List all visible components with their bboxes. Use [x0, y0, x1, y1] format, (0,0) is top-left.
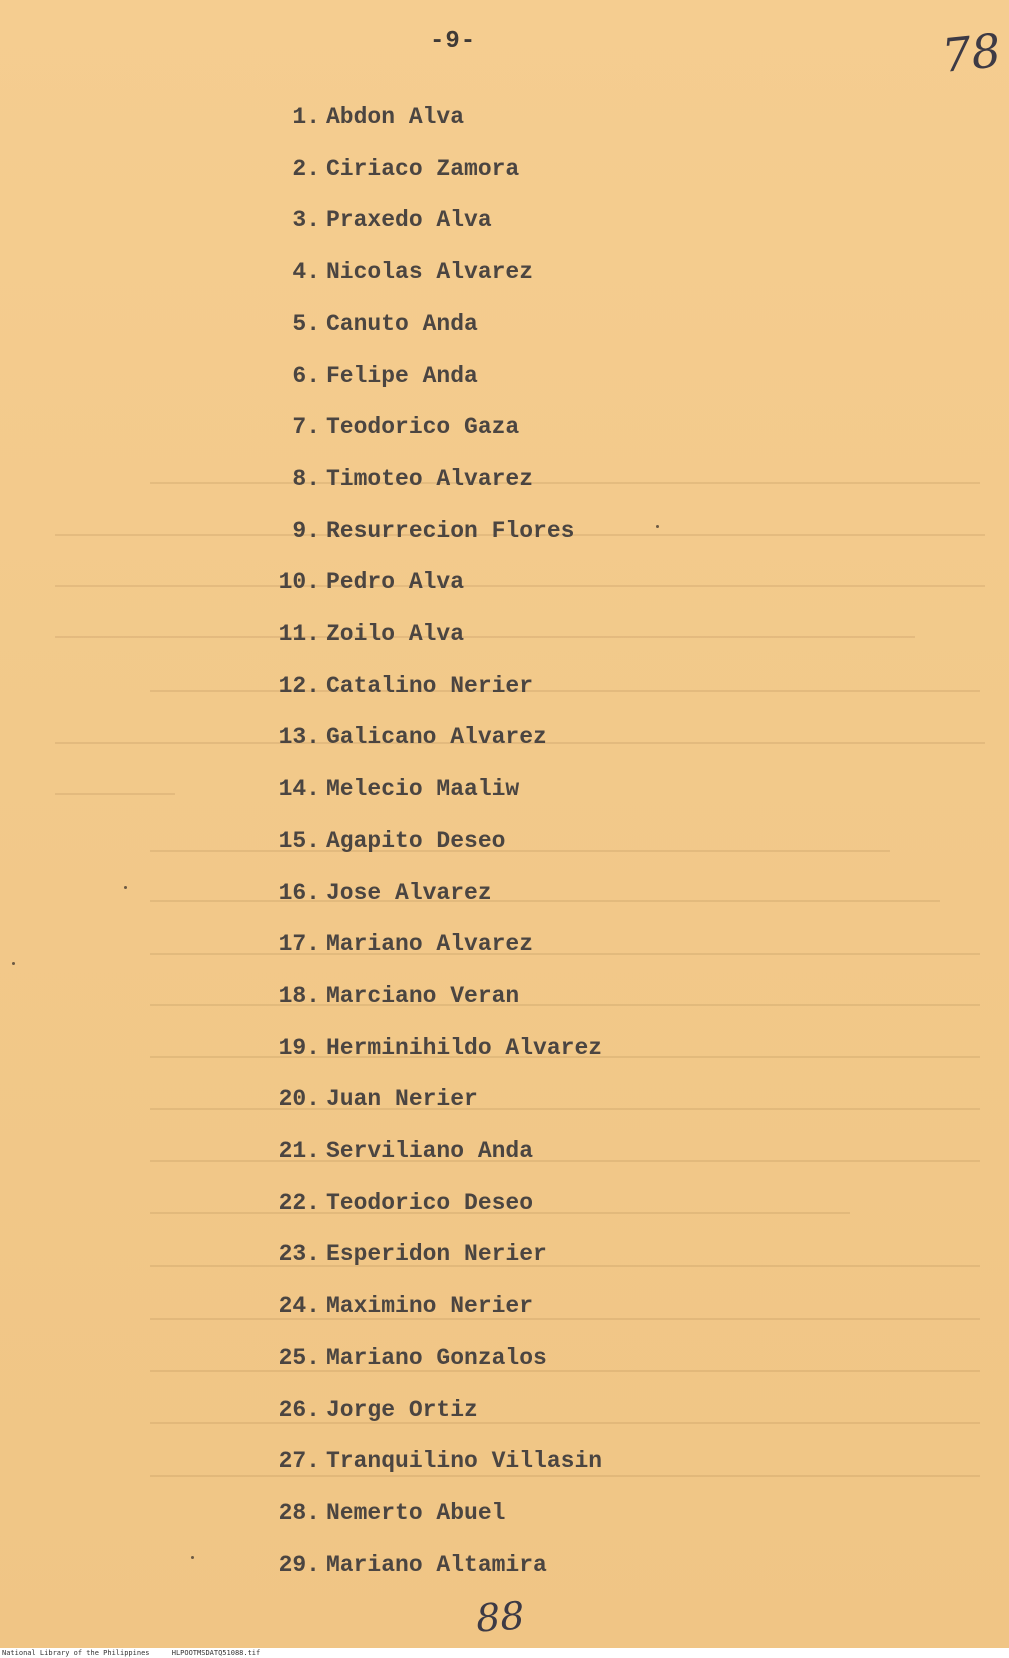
item-number: 19. — [278, 1035, 320, 1061]
list-item — [0, 724, 700, 764]
list-item — [0, 673, 700, 713]
person-name: Mariano Altamira — [326, 1552, 547, 1578]
person-name: Nemerto Abuel — [326, 1500, 506, 1526]
list-item — [0, 414, 700, 454]
footer-institution: National Library of the Philippines — [2, 1649, 150, 1657]
list-item — [0, 1190, 700, 1230]
item-number: 18. — [278, 983, 320, 1009]
person-name: Agapito Deseo — [326, 828, 506, 854]
list-item — [0, 104, 700, 144]
item-number: 4. — [292, 259, 320, 285]
person-name: Ciriaco Zamora — [326, 156, 520, 182]
person-name: Canuto Anda — [326, 311, 478, 337]
item-number: 2. — [292, 156, 320, 182]
list-item — [0, 776, 700, 816]
list-item — [0, 1397, 700, 1437]
item-number: 27. — [278, 1448, 320, 1474]
list-item — [0, 569, 700, 609]
item-number: 26. — [278, 1397, 320, 1423]
item-number: 12. — [278, 673, 320, 699]
item-number: 21. — [278, 1138, 320, 1164]
person-name: Melecio Maaliw — [326, 776, 520, 802]
handwritten-folio-number: 78 — [939, 23, 1004, 83]
item-number: 13. — [278, 724, 320, 750]
list-item — [0, 156, 700, 196]
item-number: 1. — [292, 104, 320, 130]
item-number: 8. — [292, 466, 320, 492]
footer-file-name: HLPOOTMSDATQ51088.tif — [171, 1649, 261, 1657]
item-number: 10. — [278, 569, 320, 595]
item-number: 22. — [278, 1190, 320, 1216]
item-number: 15. — [278, 828, 320, 854]
item-number: 9. — [292, 518, 320, 544]
list-item — [0, 931, 700, 971]
person-name: Maximino Nerier — [326, 1293, 534, 1319]
item-number: 23. — [278, 1241, 320, 1267]
person-name: Felipe Anda — [326, 363, 478, 389]
person-name: Esperidon Nerier — [326, 1241, 547, 1267]
person-name: Tranquilino Villasin — [326, 1448, 603, 1474]
list-item — [0, 363, 700, 403]
item-number: 24. — [278, 1293, 320, 1319]
item-number: 28. — [278, 1500, 320, 1526]
item-number: 7. — [292, 414, 320, 440]
list-item — [0, 1138, 700, 1178]
person-name: Mariano Gonzalos — [326, 1345, 547, 1371]
footer-text — [2, 1648, 278, 1658]
person-name: Teodorico Gaza — [326, 414, 520, 440]
list-item — [0, 983, 700, 1023]
item-number: 6. — [292, 363, 320, 389]
item-number: 11. — [278, 621, 320, 647]
person-name: Praxedo Alva — [326, 207, 492, 233]
list-item — [0, 1448, 700, 1488]
handwritten-bottom-mark: 88 — [474, 1593, 526, 1641]
item-number: 14. — [278, 776, 320, 802]
list-item — [0, 1241, 700, 1281]
person-name: Timoteo Alvarez — [326, 466, 534, 492]
item-number: 29. — [278, 1552, 320, 1578]
person-name: Juan Nerier — [326, 1086, 478, 1112]
list-item — [0, 1552, 700, 1592]
list-item — [0, 880, 700, 920]
item-number: 5. — [292, 311, 320, 337]
list-item — [0, 311, 700, 351]
list-item — [0, 828, 700, 868]
person-name: Zoilo Alva — [326, 621, 465, 647]
person-name: Galicano Alvarez — [326, 724, 547, 750]
list-item — [0, 1035, 700, 1075]
list-item — [0, 1345, 700, 1385]
list-item — [0, 518, 700, 558]
person-name: Marciano Veran — [326, 983, 520, 1009]
item-number: 16. — [278, 880, 320, 906]
list-item — [0, 466, 700, 506]
list-item — [0, 1500, 700, 1540]
person-name: Catalino Nerier — [326, 673, 534, 699]
list-item — [0, 207, 700, 247]
person-name: Resurrecion Flores — [326, 518, 575, 544]
person-name: Teodorico Deseo — [326, 1190, 534, 1216]
person-name: Jorge Ortiz — [326, 1397, 478, 1423]
person-name: Pedro Alva — [326, 569, 465, 595]
item-number: 17. — [278, 931, 320, 957]
item-number: 3. — [292, 207, 320, 233]
item-number: 20. — [278, 1086, 320, 1112]
list-item — [0, 1086, 700, 1126]
person-name: Nicolas Alvarez — [326, 259, 534, 285]
person-name: Herminihildo Alvarez — [326, 1035, 603, 1061]
person-name: Abdon Alva — [326, 104, 465, 130]
person-name: Serviliano Anda — [326, 1138, 534, 1164]
page-number: -9- — [430, 28, 477, 55]
item-number: 25. — [278, 1345, 320, 1371]
person-name: Mariano Alvarez — [326, 931, 534, 957]
archive-footer — [0, 1648, 1009, 1658]
list-item — [0, 1293, 700, 1333]
list-item — [0, 621, 700, 661]
list-item — [0, 259, 700, 299]
person-name: Jose Alvarez — [326, 880, 492, 906]
